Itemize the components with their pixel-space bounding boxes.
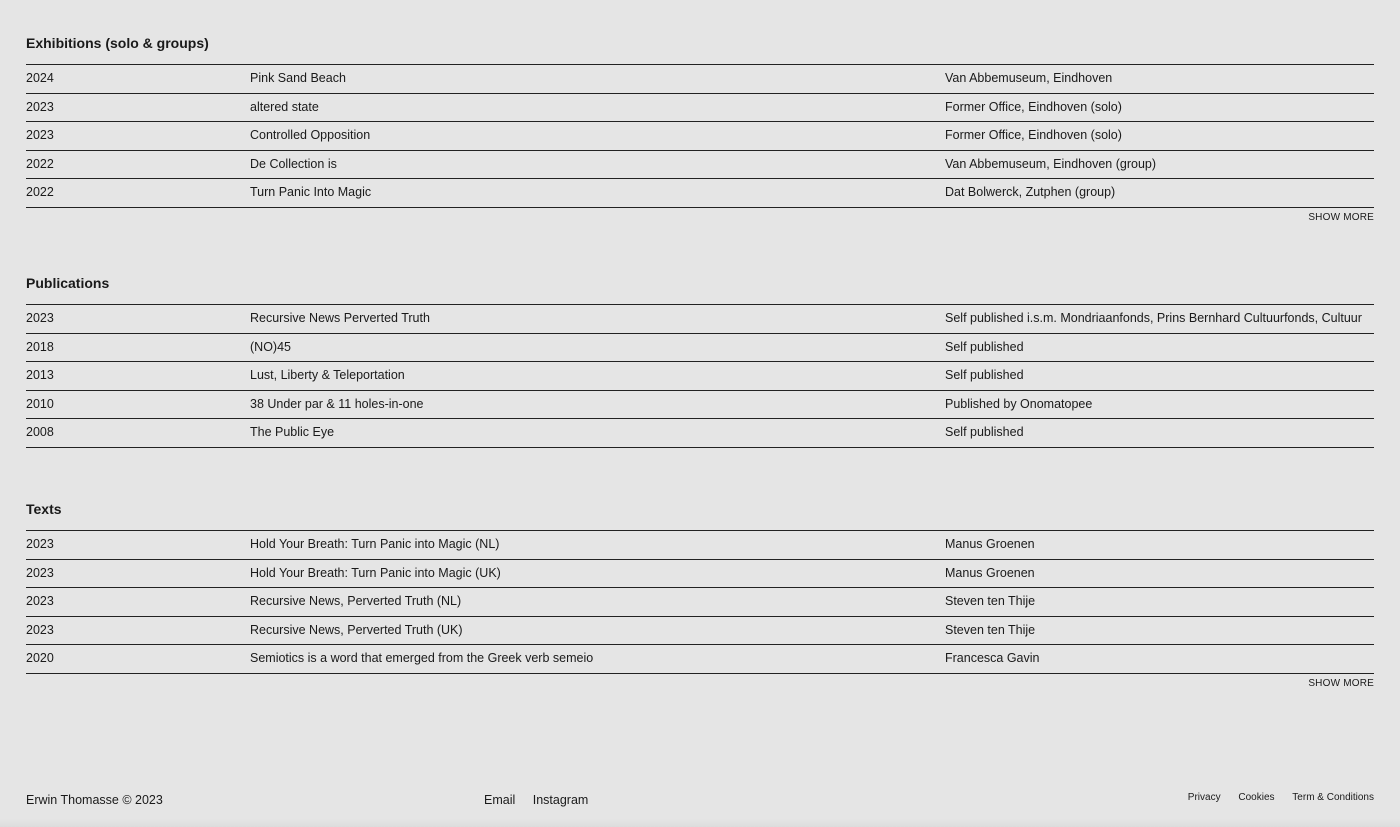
texts-section — [26, 500, 1374, 689]
row-year: 2023 — [26, 594, 54, 609]
row-title[interactable]: Recursive News, Perverted Truth (UK) — [250, 622, 463, 637]
legal-links — [1173, 792, 1374, 803]
row-place: Self published — [945, 368, 1024, 383]
table-row[interactable] — [26, 305, 1374, 334]
instagram-link[interactable]: Instagram — [532, 793, 589, 807]
row-place: Self published i.s.m. Mondriaanfonds, Prins Bernhard Cultuurfonds, Cultuur — [945, 311, 1362, 325]
row-year: 2023 — [26, 99, 54, 114]
row-author: Steven ten Thije — [945, 594, 1036, 609]
row-title[interactable]: Recursive News Perverted Truth — [250, 311, 430, 325]
row-year: 2022 — [26, 185, 54, 200]
row-year: 2008 — [26, 425, 54, 440]
row-place: Published by Onomatopee — [945, 396, 1093, 411]
table-row[interactable] — [26, 645, 1374, 674]
row-place: Self published — [945, 339, 1024, 354]
row-place: Self published — [945, 425, 1024, 440]
email-link[interactable]: Email — [484, 793, 516, 807]
texts-table — [26, 530, 1374, 674]
row-title[interactable]: The Public Eye — [250, 425, 335, 440]
row-place: Former Office, Eindhoven (solo) — [945, 128, 1122, 143]
table-row[interactable] — [26, 362, 1374, 391]
privacy-link[interactable]: Privacy — [1187, 792, 1221, 803]
social-links — [484, 793, 602, 807]
table-row[interactable] — [26, 334, 1374, 363]
row-title[interactable]: De Collection is — [250, 156, 337, 171]
footer — [26, 787, 1374, 815]
table-row[interactable] — [26, 391, 1374, 420]
row-title[interactable]: Semiotics is a word that emerged from the Greek verb semeio — [250, 651, 594, 666]
table-row[interactable] — [26, 179, 1374, 208]
row-title[interactable]: Hold Your Breath: Turn Panic into Magic (UK) — [250, 565, 501, 580]
show-more-button[interactable]: SHOW MORE — [1308, 678, 1374, 689]
row-year: 2020 — [26, 651, 54, 666]
exhibitions-table — [26, 64, 1374, 208]
row-author: Manus Groenen — [945, 565, 1035, 580]
bottom-fade — [0, 819, 1400, 827]
show-more-button[interactable]: SHOW MORE — [1308, 212, 1374, 223]
row-title[interactable]: Controlled Opposition — [250, 128, 371, 143]
row-author: Francesca Gavin — [945, 651, 1040, 666]
row-year: 2023 — [26, 622, 54, 637]
row-author: Manus Groenen — [945, 537, 1035, 551]
table-row[interactable] — [26, 419, 1374, 448]
row-title[interactable]: (NO)45 — [250, 339, 291, 354]
table-row[interactable] — [26, 531, 1374, 560]
row-year: 2022 — [26, 156, 54, 171]
row-year: 2018 — [26, 339, 54, 354]
row-year: 2023 — [26, 537, 54, 551]
copyright: Erwin Thomasse © 2023 — [26, 793, 163, 807]
section-title: Publications — [26, 275, 110, 291]
row-place: Dat Bolwerck, Zutphen (group) — [945, 185, 1116, 200]
table-row[interactable] — [26, 617, 1374, 646]
row-year: 2024 — [26, 71, 54, 85]
row-title[interactable]: Lust, Liberty & Teleportation — [250, 368, 405, 383]
publications-section — [26, 274, 1374, 448]
exhibitions-section — [26, 34, 1374, 223]
row-year: 2023 — [26, 128, 54, 143]
row-title[interactable]: 38 Under par & 11 holes-in-one — [250, 396, 424, 411]
section-title: Texts — [26, 501, 62, 517]
row-title[interactable]: Turn Panic Into Magic — [250, 185, 372, 200]
row-place: Former Office, Eindhoven (solo) — [945, 99, 1122, 114]
row-title[interactable]: altered state — [250, 99, 319, 114]
section-title: Exhibitions (solo & groups) — [26, 35, 209, 51]
row-author: Steven ten Thije — [945, 622, 1036, 637]
table-row[interactable] — [26, 588, 1374, 617]
table-row[interactable] — [26, 65, 1374, 94]
row-title[interactable]: Hold Your Breath: Turn Panic into Magic (NL) — [250, 537, 500, 551]
row-title[interactable]: Recursive News, Perverted Truth (NL) — [250, 594, 462, 609]
table-row[interactable] — [26, 94, 1374, 123]
table-row[interactable] — [26, 560, 1374, 589]
row-year: 2013 — [26, 368, 54, 383]
cookies-link[interactable]: Cookies — [1238, 792, 1275, 803]
publications-table — [26, 304, 1374, 448]
row-place: Van Abbemuseum, Eindhoven (group) — [945, 156, 1157, 171]
table-row[interactable] — [26, 151, 1374, 180]
terms-link[interactable]: Term & Conditions — [1292, 792, 1374, 803]
row-year: 2023 — [26, 311, 54, 325]
row-year: 2023 — [26, 565, 54, 580]
table-row[interactable] — [26, 122, 1374, 151]
row-place: Van Abbemuseum, Eindhoven — [945, 71, 1113, 85]
row-year: 2010 — [26, 396, 54, 411]
row-title[interactable]: Pink Sand Beach — [250, 71, 346, 85]
